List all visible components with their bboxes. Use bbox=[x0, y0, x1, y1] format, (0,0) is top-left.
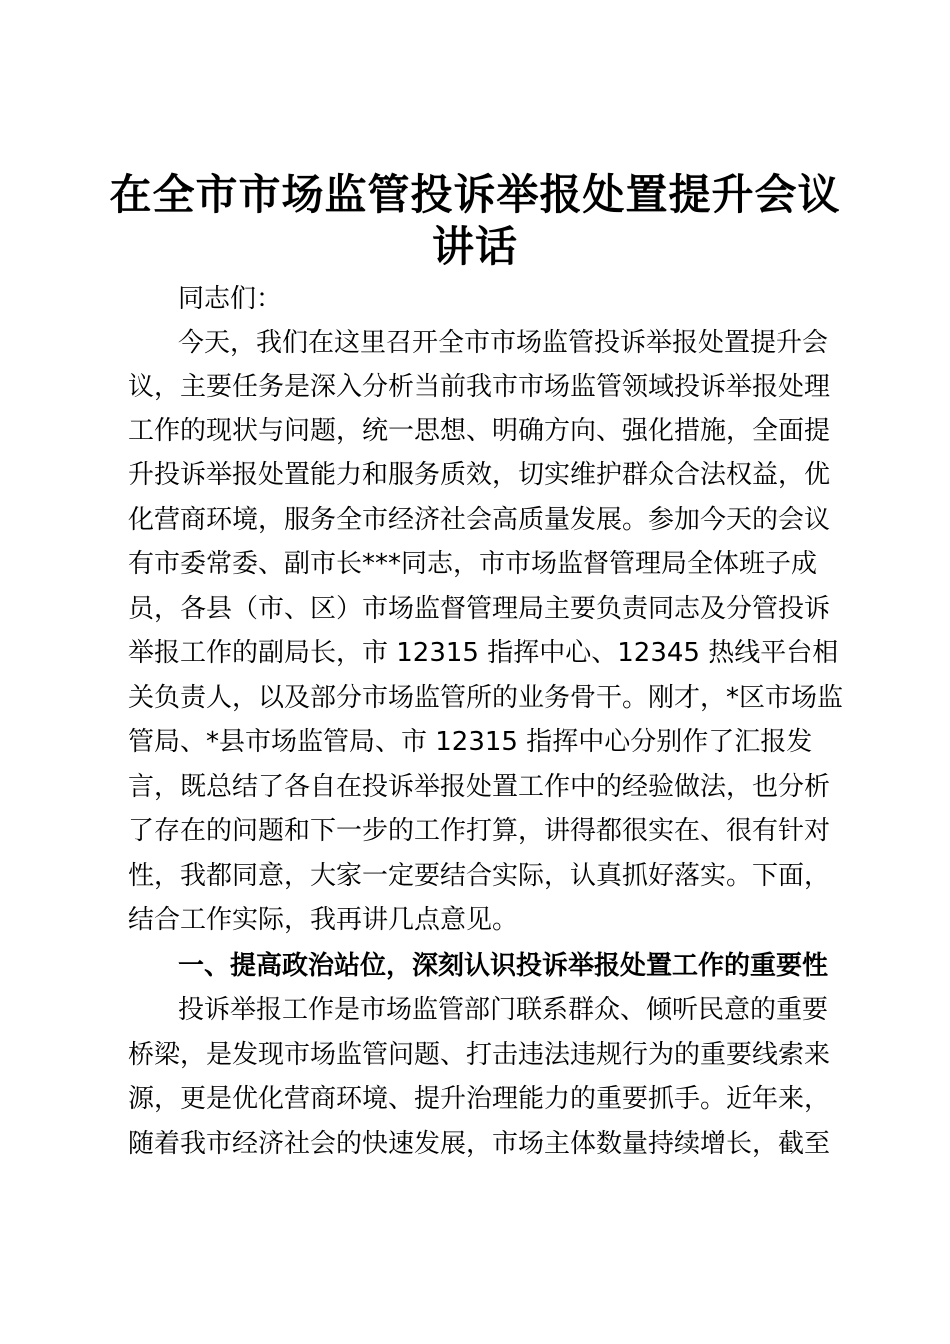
paragraph-1-line: 关负责人，以及部分市场监管所的业务骨干。刚才，*区市场监 bbox=[128, 683, 844, 713]
paragraph-2-line: 投诉举报工作是市场监管部门联系群众、倾听民意的重要 bbox=[178, 995, 829, 1025]
paragraph-1-line: 性，我都同意，大家一定要结合实际，认真抓好落实。下面， bbox=[128, 861, 831, 891]
paragraph-1-line: 化营商环境，服务全市经济社会高质量发展。参加今天的会议 bbox=[128, 505, 831, 535]
document-title-line-2: 讲话 bbox=[431, 222, 518, 271]
paragraph-2-line: 源，更是优化营商环境、提升治理能力的重要抓手。近年来， bbox=[128, 1084, 831, 1114]
paragraph-1-line: 结合工作实际，我再讲几点意见。 bbox=[128, 905, 519, 935]
paragraph-1-line: 工作的现状与问题，统一思想、明确方向、强化措施，全面提 bbox=[128, 416, 831, 446]
salutation: 同志们： bbox=[178, 284, 283, 314]
paragraph-1-line: 管局、*县市场监管局、市 12315 指挥中心分别作了汇报发 bbox=[128, 727, 813, 757]
paragraph-1-line: 有市委常委、副市长***同志，市市场监督管理局全体班子成 bbox=[128, 549, 818, 579]
paragraph-1-line: 升投诉举报处置能力和服务质效，切实维护群众合法权益，优 bbox=[128, 460, 831, 490]
paragraph-1-line: 举报工作的副局长，市 12315 指挥中心、12345 热线平台相 bbox=[128, 638, 839, 668]
paragraph-2-line: 桥梁，是发现市场监管问题、打击违法违规行为的重要线索来 bbox=[128, 1040, 831, 1070]
section-1-heading: 一、提高政治站位，深刻认识投诉举报处置工作的重要性 bbox=[178, 951, 829, 981]
document-title-line-1: 在全市市场监管投诉举报处置提升会议 bbox=[109, 170, 841, 219]
paragraph-1-line: 言，既总结了各自在投诉举报处置工作中的经验做法，也分析 bbox=[128, 772, 831, 802]
paragraph-1-line: 员，各县（市、区）市场监督管理局主要负责同志及分管投诉 bbox=[128, 594, 831, 624]
paragraph-1-line: 议，主要任务是深入分析当前我市市场监管领域投诉举报处理 bbox=[128, 372, 831, 402]
paragraph-2-line: 随着我市经济社会的快速发展，市场主体数量持续增长，截至 bbox=[128, 1129, 831, 1159]
paragraph-1-line: 了存在的问题和下一步的工作打算，讲得都很实在、很有针对 bbox=[128, 816, 831, 846]
paragraph-1-line: 今天，我们在这里召开全市市场监管投诉举报处置提升会 bbox=[178, 328, 829, 358]
